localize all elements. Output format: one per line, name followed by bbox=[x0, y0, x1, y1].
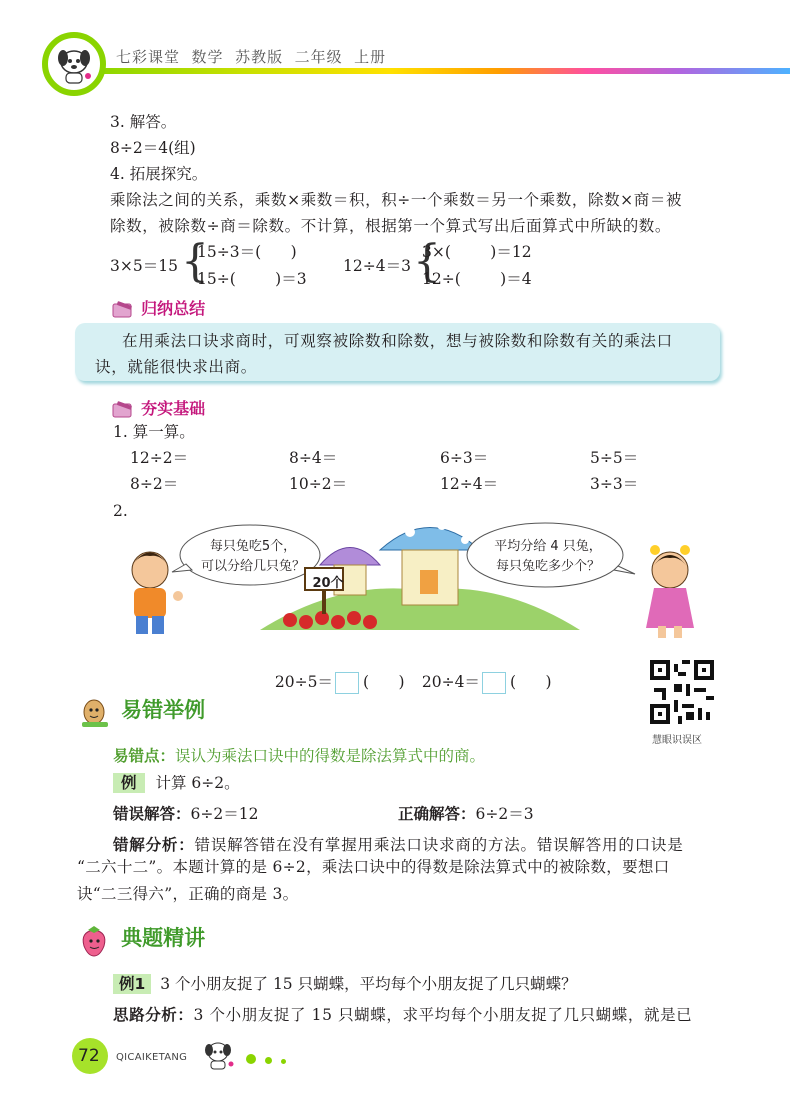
dog-mascot-icon bbox=[200, 1036, 240, 1072]
summary-text-line1: 在用乘法口诀求商时，可观察被除数和除数，想与被除数和除数有关的乘法口 bbox=[122, 332, 673, 350]
answer-box[interactable] bbox=[482, 672, 506, 694]
qr-code[interactable] bbox=[650, 660, 714, 724]
summary-heading bbox=[112, 296, 205, 319]
bubble-left-line2: 可以分给几只兔？ bbox=[200, 559, 305, 574]
header-title: 七彩课堂 数学 苏教版 二年级 上册 bbox=[116, 48, 387, 66]
equation-20-div-5-text: 20÷5＝ bbox=[274, 672, 333, 691]
mistakes-point-text: 误认为乘法口诀中的得数是除法算式中的商。 bbox=[175, 747, 486, 765]
summary-heading-text: 归纳总结 bbox=[141, 299, 206, 318]
equation-1-top: 15÷3＝( ) bbox=[197, 243, 297, 261]
sign-text: 20个 bbox=[312, 576, 344, 591]
answer-box[interactable] bbox=[335, 672, 359, 694]
bubble-left-text bbox=[193, 537, 313, 577]
right-answer bbox=[398, 802, 534, 824]
footer-dots bbox=[246, 1049, 286, 1068]
header-logo bbox=[42, 32, 106, 96]
calc-r1-c2: 8÷4＝ bbox=[289, 449, 338, 467]
bubble-right-line2: 每只兔吃多少个？ bbox=[495, 559, 600, 574]
equation-2-bottom: 12÷( )＝4 bbox=[422, 270, 532, 288]
analysis-text-1: 错误解答错在没有掌握用乘法口诀求商的方法。错误解答用的口诀是 bbox=[194, 836, 684, 854]
egg-character-icon bbox=[78, 697, 112, 729]
bubble-left-line1: 每只兔吃5个， bbox=[209, 539, 297, 554]
analysis-line3: 诀“二三得六”，正确的商是 3。 bbox=[77, 885, 299, 903]
mistakes-heading-text: 易错举例 bbox=[121, 698, 206, 722]
strawberry-character-icon bbox=[78, 924, 112, 958]
wrong-answer bbox=[113, 802, 258, 824]
mistakes-point bbox=[113, 744, 485, 766]
basics-heading bbox=[112, 396, 205, 419]
equation-20-div-5-paren: ( ) bbox=[362, 672, 405, 691]
classic-example-tag: 例1 bbox=[113, 974, 151, 994]
boy-icon bbox=[132, 552, 183, 634]
equation-20-div-4-text: 20÷4＝ bbox=[421, 672, 480, 691]
idea-text: 3 个小朋友捉了 15 只蝴蝶，求平均每个小朋友捉了几只蝴蝶，就是已 bbox=[193, 1006, 693, 1024]
calc-r1-c4: 5÷5＝ bbox=[590, 449, 639, 467]
q4-label: 4. 拓展探究。 bbox=[110, 165, 208, 183]
equation-20-div-4-paren: ( ) bbox=[509, 672, 552, 691]
equation-20-div-5 bbox=[265, 656, 405, 694]
classic-heading bbox=[78, 922, 205, 958]
pencil-card-icon bbox=[112, 301, 136, 319]
equation-1-bottom: 15÷( )＝3 bbox=[197, 270, 307, 288]
bubble-right-text bbox=[473, 537, 623, 577]
bubble-right-line1: 平均分给 4 只兔， bbox=[494, 539, 602, 554]
equation-20-div-4 bbox=[412, 656, 552, 694]
wrong-answer-value: 6÷2＝12 bbox=[190, 805, 259, 823]
idea-label: 思路分析： bbox=[113, 1006, 194, 1024]
header-color-bar bbox=[64, 68, 790, 74]
girl-icon bbox=[646, 545, 694, 638]
equation-2-base: 12÷4＝3 bbox=[343, 257, 411, 275]
q1-label: 1. 算一算。 bbox=[113, 423, 195, 441]
example-text: 计算 6÷2。 bbox=[155, 774, 240, 792]
q4-text-line2: 除数，被除数÷商＝除数。不计算，根据第一个算式写出后面算式中所缺的数。 bbox=[110, 217, 671, 235]
equation-1-base: 3×5＝15 bbox=[110, 257, 178, 275]
calc-r2-c1: 8÷2＝ bbox=[130, 475, 179, 493]
calc-r2-c3: 12÷4＝ bbox=[440, 475, 499, 493]
example-tag: 例 bbox=[113, 773, 145, 793]
qr-caption: 慧眼识误区 bbox=[652, 735, 702, 746]
summary-text-line2: 诀，就能很快求出商。 bbox=[95, 358, 258, 376]
pencil-card-icon bbox=[112, 401, 136, 419]
classic-heading-text: 典题精讲 bbox=[121, 926, 206, 950]
calc-r2-c2: 10÷2＝ bbox=[289, 475, 348, 493]
equation-2-top: 3×( )＝12 bbox=[422, 243, 532, 261]
calc-r1-c1: 12÷2＝ bbox=[130, 449, 189, 467]
mistakes-example bbox=[113, 771, 240, 793]
calc-r2-c4: 3÷3＝ bbox=[590, 475, 639, 493]
mistakes-heading bbox=[78, 694, 205, 729]
wrong-answer-label: 错误解答： bbox=[113, 805, 191, 823]
right-answer-label: 正确解答： bbox=[398, 805, 476, 823]
page-number: 72 bbox=[78, 1046, 100, 1066]
classic-idea bbox=[113, 1003, 692, 1025]
equation-2-brace: { bbox=[413, 236, 441, 287]
analysis-line2: “二六十二”。本题计算的是 6÷2，乘法口诀中的得数是除法算式中的被除数，要想口 bbox=[77, 858, 670, 876]
analysis-label: 错解分析： bbox=[113, 836, 195, 854]
dog-mascot-icon bbox=[48, 38, 100, 90]
footer-brand: QICAIKETANG bbox=[116, 1052, 188, 1063]
q2-label: 2. bbox=[113, 502, 128, 520]
equation-1-brace: { bbox=[181, 236, 209, 287]
classic-example bbox=[113, 972, 577, 994]
qr-code-icon bbox=[650, 660, 714, 724]
right-answer-value: 6÷2＝3 bbox=[475, 805, 534, 823]
mistakes-point-label: 易错点： bbox=[113, 747, 176, 765]
analysis-line1 bbox=[113, 833, 684, 855]
basics-heading-text: 夯实基础 bbox=[141, 399, 206, 418]
q3-answer: 8÷2＝4(组) bbox=[110, 139, 196, 157]
calc-r1-c3: 6÷3＝ bbox=[440, 449, 489, 467]
q3-label: 3. 解答。 bbox=[110, 113, 177, 131]
classic-example-text: 3 个小朋友捉了 15 只蝴蝶，平均每个小朋友捉了几只蝴蝶？ bbox=[160, 975, 577, 993]
q4-text-line1: 乘除法之间的关系，乘数×乘数＝积，积÷一个乘数＝另一个乘数，除数×商＝被 bbox=[110, 191, 683, 209]
